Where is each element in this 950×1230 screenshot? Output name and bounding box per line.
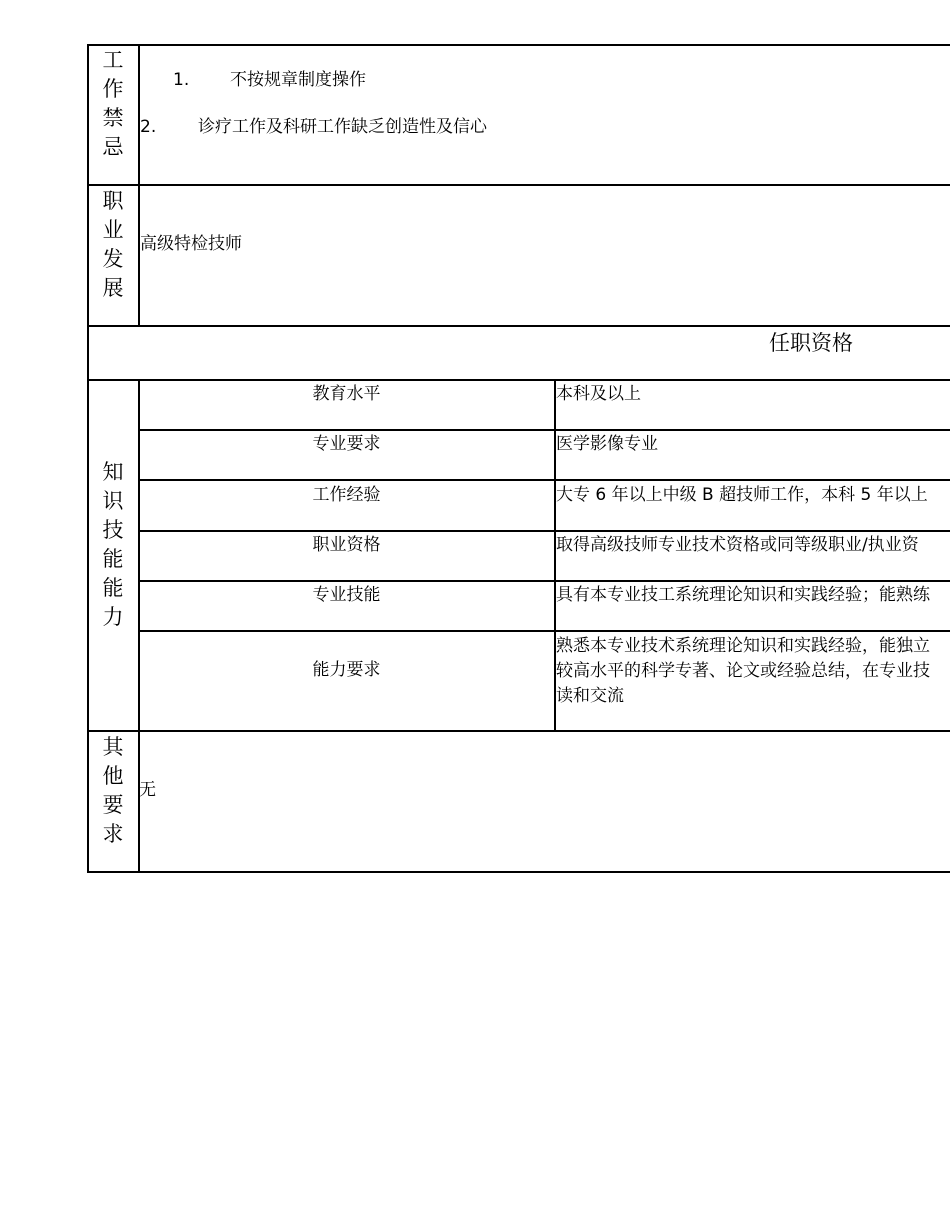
label-char: 能 xyxy=(102,547,124,571)
ability-line: 熟悉本专业技术系统理论知识和实践经验，能独立 xyxy=(556,636,930,656)
label-char: 要 xyxy=(102,793,124,817)
career-label xyxy=(88,187,138,303)
label-char: 技 xyxy=(102,518,124,542)
label-char: 能 xyxy=(102,576,124,600)
label-char: 其 xyxy=(102,735,124,759)
row-divider xyxy=(138,580,950,582)
row-divider xyxy=(138,479,950,481)
job-requirements-table xyxy=(87,44,950,873)
major-requirement-value: 医学影像专业 xyxy=(556,434,658,454)
table-border-top xyxy=(87,44,950,46)
professional-skill-value: 具有本专业技工系统理论知识和实践经验；能熟练 xyxy=(556,585,930,605)
ability-requirement-label: 能力要求 xyxy=(312,660,381,680)
label-char: 作 xyxy=(102,77,124,101)
label-char: 识 xyxy=(102,489,124,513)
col-divider xyxy=(138,44,140,326)
label-char: 业 xyxy=(102,218,124,242)
label-char: 知 xyxy=(102,460,124,484)
education-level-label: 教育水平 xyxy=(312,384,381,404)
prohibition-item-1-text: 不按规章制度操作 xyxy=(230,70,366,90)
ability-requirement-value xyxy=(556,634,930,709)
qualification-header: 任职资格 xyxy=(769,331,853,355)
row-divider xyxy=(87,730,950,732)
label-char: 求 xyxy=(102,822,124,846)
label-char: 忌 xyxy=(102,135,124,159)
career-path-text: 高级特检技师 xyxy=(140,234,242,254)
row-divider xyxy=(138,530,950,532)
professional-qualification-value: 取得高级技师专业技术资格或同等级职业/执业资 xyxy=(556,535,919,555)
row-divider xyxy=(138,630,950,632)
row-divider xyxy=(87,184,950,186)
row-divider xyxy=(87,379,950,381)
knowledge-label xyxy=(88,458,138,632)
label-char: 力 xyxy=(102,605,124,629)
education-level-value: 本科及以上 xyxy=(556,384,641,404)
professional-skill-label: 专业技能 xyxy=(312,585,381,605)
label-char: 工 xyxy=(102,48,124,72)
table-border-bottom xyxy=(87,871,950,873)
label-char: 职 xyxy=(102,189,124,213)
label-char: 发 xyxy=(102,247,124,271)
other-requirements-text: 无 xyxy=(139,780,156,800)
label-char: 禁 xyxy=(102,106,124,130)
professional-qualification-label: 职业资格 xyxy=(312,535,381,555)
prohibitions-label xyxy=(88,46,138,162)
prohibition-item-2-number: 2. xyxy=(140,117,157,137)
row-divider xyxy=(87,325,950,327)
ability-line: 较高水平的科学专著、论文或经验总结，在专业技 xyxy=(556,661,930,681)
work-experience-label: 工作经验 xyxy=(312,485,381,505)
work-experience-value: 大专 6 年以上中级 B 超技师工作，本科 5 年以上 xyxy=(556,485,928,505)
label-char: 他 xyxy=(102,764,124,788)
prohibition-item-1-number: 1. xyxy=(173,70,190,90)
ability-line: 读和交流 xyxy=(556,686,624,706)
prohibition-item-2-text: 诊疗工作及科研工作缺乏创造性及信心 xyxy=(198,117,487,137)
label-char: 展 xyxy=(102,276,124,300)
row-divider xyxy=(138,429,950,431)
other-label xyxy=(88,733,138,849)
major-requirement-label: 专业要求 xyxy=(312,434,381,454)
